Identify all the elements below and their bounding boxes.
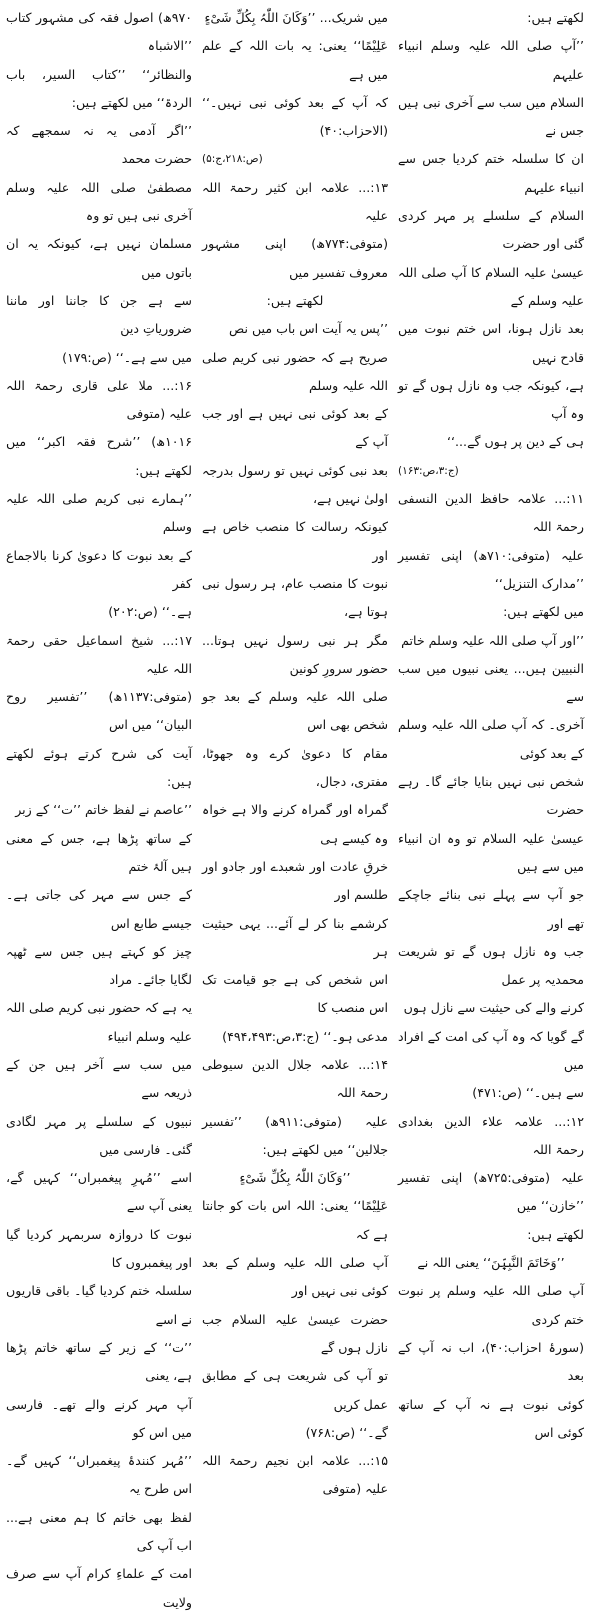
text-line: مقام کا دعویٰ کرے وہ جھوٹا، مفتری، دجال، (202, 745, 388, 790)
text-line: ان کا سلسلہ ختم کردیا جس سے انبیاء علیہم (398, 151, 584, 195)
text-line: والنظائر‘‘ ’’کتاب السیر، باب الردۃ‘‘ میں لکھتے ہیں: (6, 66, 192, 110)
text-line: کرشمے بنا کر لے آئے... یہی حیثیت ہر (202, 915, 388, 959)
text-line: جو آپ سے پہلے نبی بنائے جاچکے تھے اور (398, 887, 584, 931)
text-line: ۱۴:... علامہ جلال الدین سیوطی رحمۃ اللہ (202, 1056, 388, 1101)
text-line: صلی اللہ علیہ وسلم کے بعد جو شخص بھی اس (202, 689, 388, 733)
text-line: السلام میں سب سے آخری نبی ہیں جس نے (398, 94, 584, 139)
text-line: ۱۳:... علامہ ابن کثیر رحمۃ اللہ علیہ (202, 179, 388, 224)
text-line: ’’ت‘‘ کے زیر کے ساتھ خاتم پڑھا ہے، یعنی (6, 1339, 192, 1384)
text-line: ’’اگر آدمی یہ نہ سمجھے کہ حضرت محمد (6, 123, 192, 167)
text-line: آیت کی شرح کرتے ہوئے لکھتے ہیں: (6, 745, 192, 790)
text-line: بعد نبی کوئی نہیں تو رسول بدرجہ اولیٰ نہیں ہے، (202, 462, 388, 507)
text-columns (6, 4, 584, 1610)
text-line: کوئی نبوت ہے نہ آپ کے ساتھ کوئی اس (398, 1396, 584, 1440)
text-line: میں شریک... ’’وَکَانَ اللّٰہُ بِکُلِّ شَیْءٍ (204, 10, 388, 25)
text-line: نبیوں کے سلسلے پر مہر لگادی گئی۔ فارسی میں (6, 1113, 192, 1157)
text-line: (متوفی:۱۱۳۷ھ) ’’تفسیر روح البیان‘‘ میں اس (6, 689, 192, 733)
quran-verse: ’’وَخَاتَمَ النَّبِیّٖنَ‘‘ یعنی اللہ نے (417, 1255, 565, 1271)
text-line: حضرت عیسیٰ علیہ السلام جب نازل ہوں گے (202, 1311, 388, 1355)
text-line: میں لکھتے ہیں: (503, 604, 584, 620)
text-line: ’’عاصم نے لفظ خاتم ’’ت‘‘ کے زبر (15, 802, 192, 818)
quran-verse: ’’وَکَانَ اللّٰہُ بِکُلِّ شَیْءٍ (239, 1170, 351, 1186)
text-line: چیز کو کہتے ہیں جس سے ٹھپہ لگایا جائے۔ مراد (6, 943, 192, 988)
text-line: آپ صلی اللہ علیہ وسلم کے بعد کوئی نبی نہیں اور (202, 1255, 388, 1299)
citation: (ص:۲۱۸،ج:۵) (202, 153, 263, 166)
text-line: آخری۔ کہ آپ صلی اللہ علیہ وسلم کے بعد کوئی (398, 717, 584, 761)
text-line: لکھتے ہیں: (266, 292, 324, 308)
text-line: ہی کے دین پر ہوں گے...‘‘ (447, 434, 584, 450)
text-line: ۱۱:... علامہ حافظ الدین النسفی رحمۃ اللہ (398, 491, 584, 535)
text-line: عَلِیْمًا‘‘ یعنی: یہ بات اللہ کے علم میں ہے (202, 38, 388, 82)
text-line: ۱۲:... علامہ علاء الدین بغدادی رحمۃ اللہ (398, 1113, 584, 1157)
text-line: کے بعد نبوت کا دعویٰ کرنا بالاجماع کفر (6, 547, 192, 591)
text-line: ’’اور آپ صلی اللہ علیہ وسلم خاتم (401, 632, 584, 648)
text-line: ۱۶:... ملا علی قاری رحمۃ اللہ علیہ (متوفی (6, 377, 192, 422)
text-line: گے۔‘‘ (ص:۷۶۸) (305, 1424, 388, 1440)
text-line: کے بعد کوئی نبی نہیں ہے اور جب آپ کے (202, 406, 388, 450)
text-line: شخص نبی نہیں بنایا جائے گا۔ رہے حضرت (398, 774, 584, 818)
text-line: نبوت کا منصب عام، ہر رسول نبی ہوتا ہے، (202, 575, 388, 620)
text-line: نبوت کا دروازہ سربمہر کردیا گیا اور پیغمبروں کا (6, 1226, 192, 1271)
text-line: کے جس سے مہر کی جاتی ہے۔ جیسے طابع اس (6, 887, 192, 931)
text-line: کرنے والے کی حیثیت سے نازل ہوں (403, 1000, 584, 1016)
text-line: میں سے ہے۔‘‘ (ص:۱۷۹) (62, 349, 192, 365)
text-line: (متوفی:۷۷۴ھ) اپنی مشہور معروف تفسیر میں (202, 236, 388, 280)
left-column (6, 4, 192, 1610)
text-line: عَلِیْمًا‘‘ یعنی: اللہ اس بات کو جانتا ہے کہ (202, 1198, 388, 1242)
text-line: ہے، کیونکہ جب وہ نازل ہوں گے تو وہ آپ (398, 377, 584, 422)
text-line: اس شخص کی ہے جو قیامت تک اس منصب کا (202, 972, 388, 1016)
text-line: ’’آپ صلی اللہ علیہ وسلم انبیاء علیہم (398, 38, 584, 82)
text-line: گے گویا کہ وہ آپ کی امت کے افراد میں (398, 1028, 584, 1072)
text-line: ’’پس یہ آیت اس باب میں نص (229, 321, 388, 337)
text-line: مسلمان نہیں ہے، کیونکہ یہ ان باتوں میں (6, 236, 192, 280)
text-line: علیہ (متوفی:۹۱۱ھ) ’’تفسیر جلالین‘‘ میں لکھتے ہیں: (202, 1113, 388, 1157)
text-line: مدعی ہو۔‘‘ (ج:۳،ص:۴۹۴،۴۹۳) (222, 1028, 388, 1044)
text-line: مصطفیٰ صلی اللہ علیہ وسلم آخری نبی ہیں تو وہ (6, 179, 192, 224)
text-line: کیونکہ رسالت کا منصب خاص ہے اور (202, 519, 388, 563)
text-line: ’’ہمارے نبی کریم صلی اللہ علیہ وسلم (6, 491, 192, 535)
text-line: السلام کے سلسلے پر مہر کردی گئی اور حضرت (398, 208, 584, 252)
text-line: (سورۂ احزاب:۴۰)، اب نہ آپ کے بعد (398, 1339, 584, 1384)
text-line: ۹۷۰ھ) اصول فقہ کی مشہور کتاب ’’الاشباہ (6, 10, 192, 54)
text-line: سلسلہ ختم کردیا گیا۔ باقی قاریوں نے اسے (6, 1283, 192, 1327)
text-line: علیہ (متوفی:۷۱۰ھ) اپنی تفسیر ’’مدارک التنزیل‘‘ (398, 547, 584, 591)
text-line: کہ آپ کے بعد کوئی نبی نہیں۔‘‘ (الاحزاب:۴۰) (202, 94, 388, 139)
text-line: بعد نازل ہونا، اس ختم نبوت میں قادح نہیں (398, 321, 584, 365)
citation: (ج:۳،ص:۱۶۳) (398, 464, 459, 477)
text-line: ۱۷:... شیخ اسماعیل حقی رحمۃ اللہ علیہ (6, 632, 192, 676)
text-line: لکھتے ہیں: (527, 1226, 584, 1242)
text-line: یہ ہے کہ حضور نبی کریم صلی اللہ علیہ وسلم انبیاء (6, 1000, 192, 1044)
text-line: جب وہ نازل ہوں گے تو شریعت محمدیہ پر عمل (398, 943, 584, 988)
text-line: امت کے علماءِ کرام آپ سے صرف ولایت (6, 1566, 192, 1610)
text-line: النبیین ہیں... یعنی نبیوں میں سب سے (398, 660, 584, 705)
text-line: آپ مہر کرنے والے تھے۔ فارسی میں اس کو (6, 1396, 192, 1440)
text-line: مگر ہر نبی رسول نہیں ہوتا... حضور سرورِ کونین (202, 632, 388, 676)
text-line: گمراہ اور گمراہ کرنے والا ہے خواہ وہ کیسے ہی (202, 802, 388, 846)
right-column (398, 4, 584, 1440)
text-line: اسے ’’مُہرِ پیغمبراں‘‘ کہیں گے، یعنی آپ سے (6, 1170, 192, 1214)
text-line: ۱۰۱۶ھ) ’’شرح فقہ اکبر‘‘ میں لکھتے ہیں: (6, 434, 192, 478)
text-line: سے ہے جن کا جاننا اور ماننا ضروریاتِ دین (6, 292, 192, 337)
text-line: میں سب سے آخر ہیں جن کے ذریعہ سے (6, 1056, 192, 1101)
text-line: ۱۵:... علامہ ابن نجیم رحمۃ اللہ علیہ (متوفی (202, 1453, 388, 1497)
text-line: تو آپ کی شریعت ہی کے مطابق عمل کریں (202, 1368, 388, 1412)
text-line: علیہ (متوفی:۷۲۵ھ) اپنی تفسیر ’’خازن‘‘ میں (398, 1170, 584, 1214)
text-line: سے ہیں۔‘‘ (ص:۴۷۱) (472, 1085, 584, 1101)
text-line: صریح ہے کہ حضور نبی کریم صلی اللہ علیہ وسلم (202, 349, 388, 393)
middle-column (202, 4, 388, 1497)
text-line: لفظ بھی خاتم کا ہم معنی ہے... اب آپ کی (6, 1509, 192, 1554)
text-line: عیسیٰ علیہ السلام کا آپ صلی اللہ علیہ وسلم کے (398, 264, 584, 308)
text-line: عیسیٰ علیہ السلام تو وہ ان انبیاء میں سے ہیں (398, 830, 584, 874)
text-line: ’’مُہر کنندۂ پیغمبراں‘‘ کہیں گے۔ اس طرح یہ (6, 1453, 192, 1497)
text-line: آپ صلی اللہ علیہ وسلم پر نبوت ختم کردی (398, 1283, 584, 1327)
text-line: لکھتے ہیں: (527, 10, 584, 25)
text-line: خرقِ عادت اور شعبدے اور جادو اور طلسم اور (202, 858, 388, 903)
text-line: کے ساتھ پڑھا ہے، جس کے معنی ہیں آلۂ ختم (6, 830, 192, 874)
text-line: ہے۔‘‘ (ص:۲۰۲) (108, 604, 192, 620)
